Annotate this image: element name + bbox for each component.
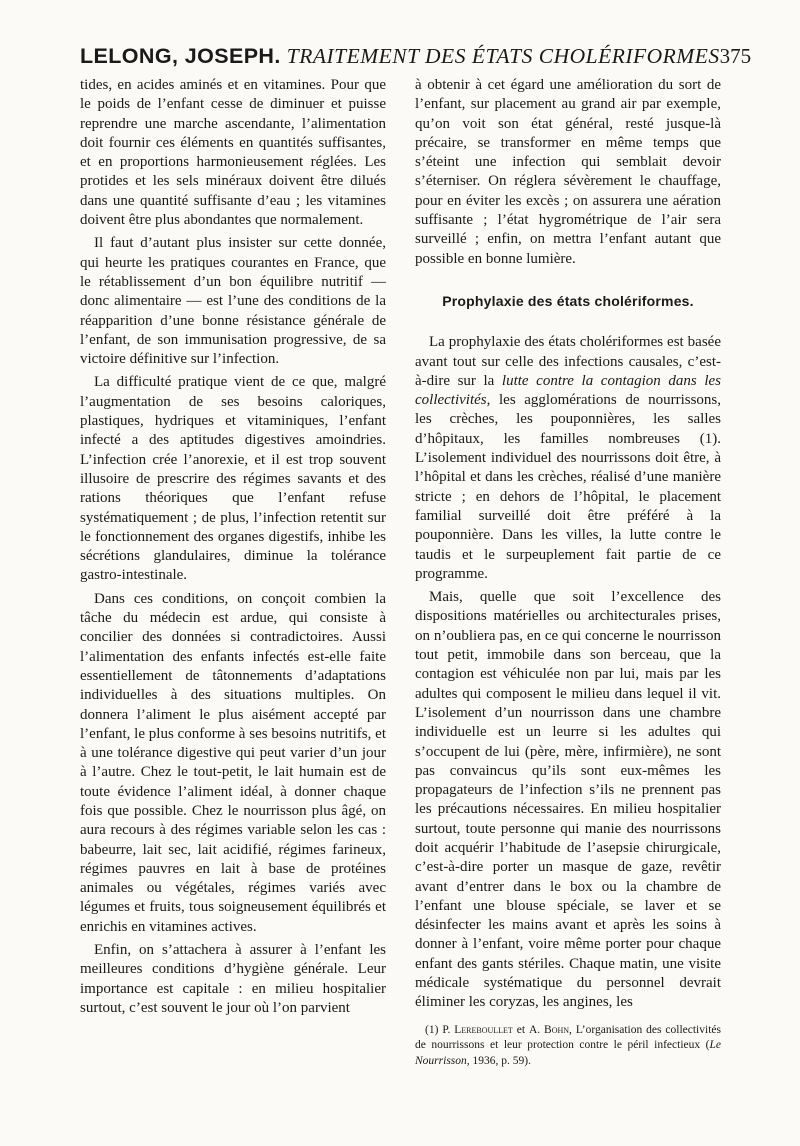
footnote-author: P. Lereboullet bbox=[442, 1023, 513, 1036]
footnote-marker: (1) bbox=[425, 1023, 443, 1036]
paragraph bbox=[415, 333, 721, 584]
footnote-author: A. Bohn bbox=[528, 1023, 570, 1036]
paragraph: tides, en acides aminés et en vitamines. Pour que le poids de l’enfant cesse de diminuer et puisse reprendre une marche ascendante, l’alimentation doit fournir ces éléments en quantités suffisantes, et en proportions harmonieusement réglées. Les protides et les sels minéraux doivent être dilués dans une quantité suffisante d’eau ; les vitamines doivent être plus abondantes que normalement. bbox=[80, 77, 386, 229]
running-head-title: TRAITEMENT DES ÉTATS CHOLÉRIFORMES bbox=[286, 44, 720, 68]
footnote-text: et bbox=[512, 1023, 529, 1036]
paragraph: La difficulté pratique vient de ce que, malgré l’augmentation de ses besoins caloriques, plastiques, hydriques et vitaminiques, l’enfant infecté a des aptitudes digestives amoindries. L’infection crée l’anorexie, et il est trop souvent illusoire de prescrire des régimes savants et des rations théoriques que l’enfant refuse systématiquement ; de plus, l’infection retentit sur le fonctionnement des organes digestifs, inhibe les sécrétions glandulaires, diminue la tolérance gastro-intestinale. bbox=[80, 374, 386, 584]
left-column bbox=[80, 76, 386, 1018]
section-heading: Prophylaxie des états cholériformes. bbox=[442, 292, 694, 309]
paragraph-emphasis: lutte contre la contagion dans les collectivités bbox=[415, 372, 721, 409]
paragraph: à obtenir à cet égard une amélioration du sort de l’enfant, sur placement au grand air par exemple, qu’on voit son état général, resté jusque-là précaire, se transformer en même temps que s’éteint une infection qui semblait devoir s’éterniser. On réglera sévèrement le chauffage, pour en éviter les excès ; on assurera une aération suffisante ; l’état hygrométrique de l’air sera surveillé ; enfin, on mettra l’enfant autant que possible en bonne lumière. bbox=[415, 77, 721, 267]
running-head bbox=[80, 40, 752, 72]
footnote bbox=[415, 1023, 721, 1070]
paragraph: Dans ces conditions, on conçoit combien la tâche du médecin est ardue, qui consiste à concilier des données si contradictoires. Aussi l’alimentation des enfants infectés est-elle faite essentiellement de tâtonnements d’adaptations individuelles à des situations multiples. On donnera l’aliment le plus aisément accepté par l’enfant, le plus conforme à ses besoins nutritifs, et à une tolérance digestive qui peut varier d’un jour à l’autre. Chez le tout-petit, le lait humain est de toute évidence l’aliment idéal, à donner chaque fois que possible. Chez le nourrisson plus âgé, on aura recours à des régimes variable selon les cas : babeurre, lait sec, lait acidifié, régimes farineux, régimes pauvres en lait à base de protéines animales ou végétales, régimes variés avec légumes et fruits, tous soigneusement équilibrés et enrichis en vitamines actives. bbox=[80, 590, 386, 935]
running-head-author: LELONG, JOSEPH. bbox=[80, 44, 281, 68]
footnote-journal: Le Nourrisson bbox=[415, 1039, 721, 1067]
page-number: 375 bbox=[719, 44, 752, 68]
paragraph-text: , les agglomérations de nourrissons, les crèches, les pouponnières, les salles d’hôpitaux, les familles nombreuses (1). L’isolement individuel des nourrissons doit être, à l’hôpital et dans les crèches, réalisé d’une manière stricte ; en dehors de l’hôpital, le placement familial surveillé doit être préféré à la pouponnière. Dans les villes, la lutte contre le taudis et le surpeuplement fait partie de ce programme. bbox=[415, 392, 721, 582]
paragraph: Enfin, on s’attachera à assurer à l’enfant les meilleures conditions d’hygiène générale. Leur importance est capitale : en milieu hospitalier surtout, c’est souvent le jour où l’on parvient bbox=[80, 942, 386, 1016]
right-column bbox=[415, 76, 721, 1069]
paragraph-text: La prophylaxie des états cholériformes est basée avant tout sur celle des infections causales, c’est-à-dire sur la bbox=[415, 334, 721, 389]
footnote-text: , L’organisation des collectivités de nourrissons et leur protection contre le péril infectieux ( bbox=[415, 1023, 721, 1052]
paragraph: Mais, quelle que soit l’excellence des dispositions matérielles ou architecturales prises, on n’oubliera pas, en ce qui concerne le nourrisson tout petit, immobile dans son berceau, que la contagion est véhiculée non par lui, mais par les adultes qui composent le milieu dans lequel il vit. L’isolement d’un nourrisson dans une chambre individuelle est un leurre si les adultes qui s’occupent de lui (père, mère, infirmière), ne sont pas convaincus qu’ils sont eux-mêmes les propagateurs de l’infection s’ils ne prennent pas les précautions nécessaires. En milieu hospitalier surtout, toute personne qui manie des nourrissons doit acquérir l’habitude de l’asepsie chirurgicale, c’est-à-dire porter un masque de gaze, revêtir avant d’entrer dans le box ou la chambre de l’enfant une blouse spéciale, se laver et se désinfecter les mains avant et après les soins à donner à l’enfant, voire même porter pour chaque enfant des gants stériles. Chaque matin, une visite médicale systématique du personnel devrait éliminer les coryzas, les angines, les bbox=[415, 589, 721, 1011]
footnote-text: , 1936, p. 59). bbox=[466, 1054, 531, 1067]
paragraph: Il faut d’autant plus insister sur cette donnée, qui heurte les pratiques courantes en France, que le rétablissement d’un bon équilibre nutritif — donc alimentaire — est l’une des conditions de la réapparition d’une bonne résistance générale de l’enfant, de son immunisation progressive, de sa victoire définitive sur l’infection. bbox=[80, 235, 386, 368]
